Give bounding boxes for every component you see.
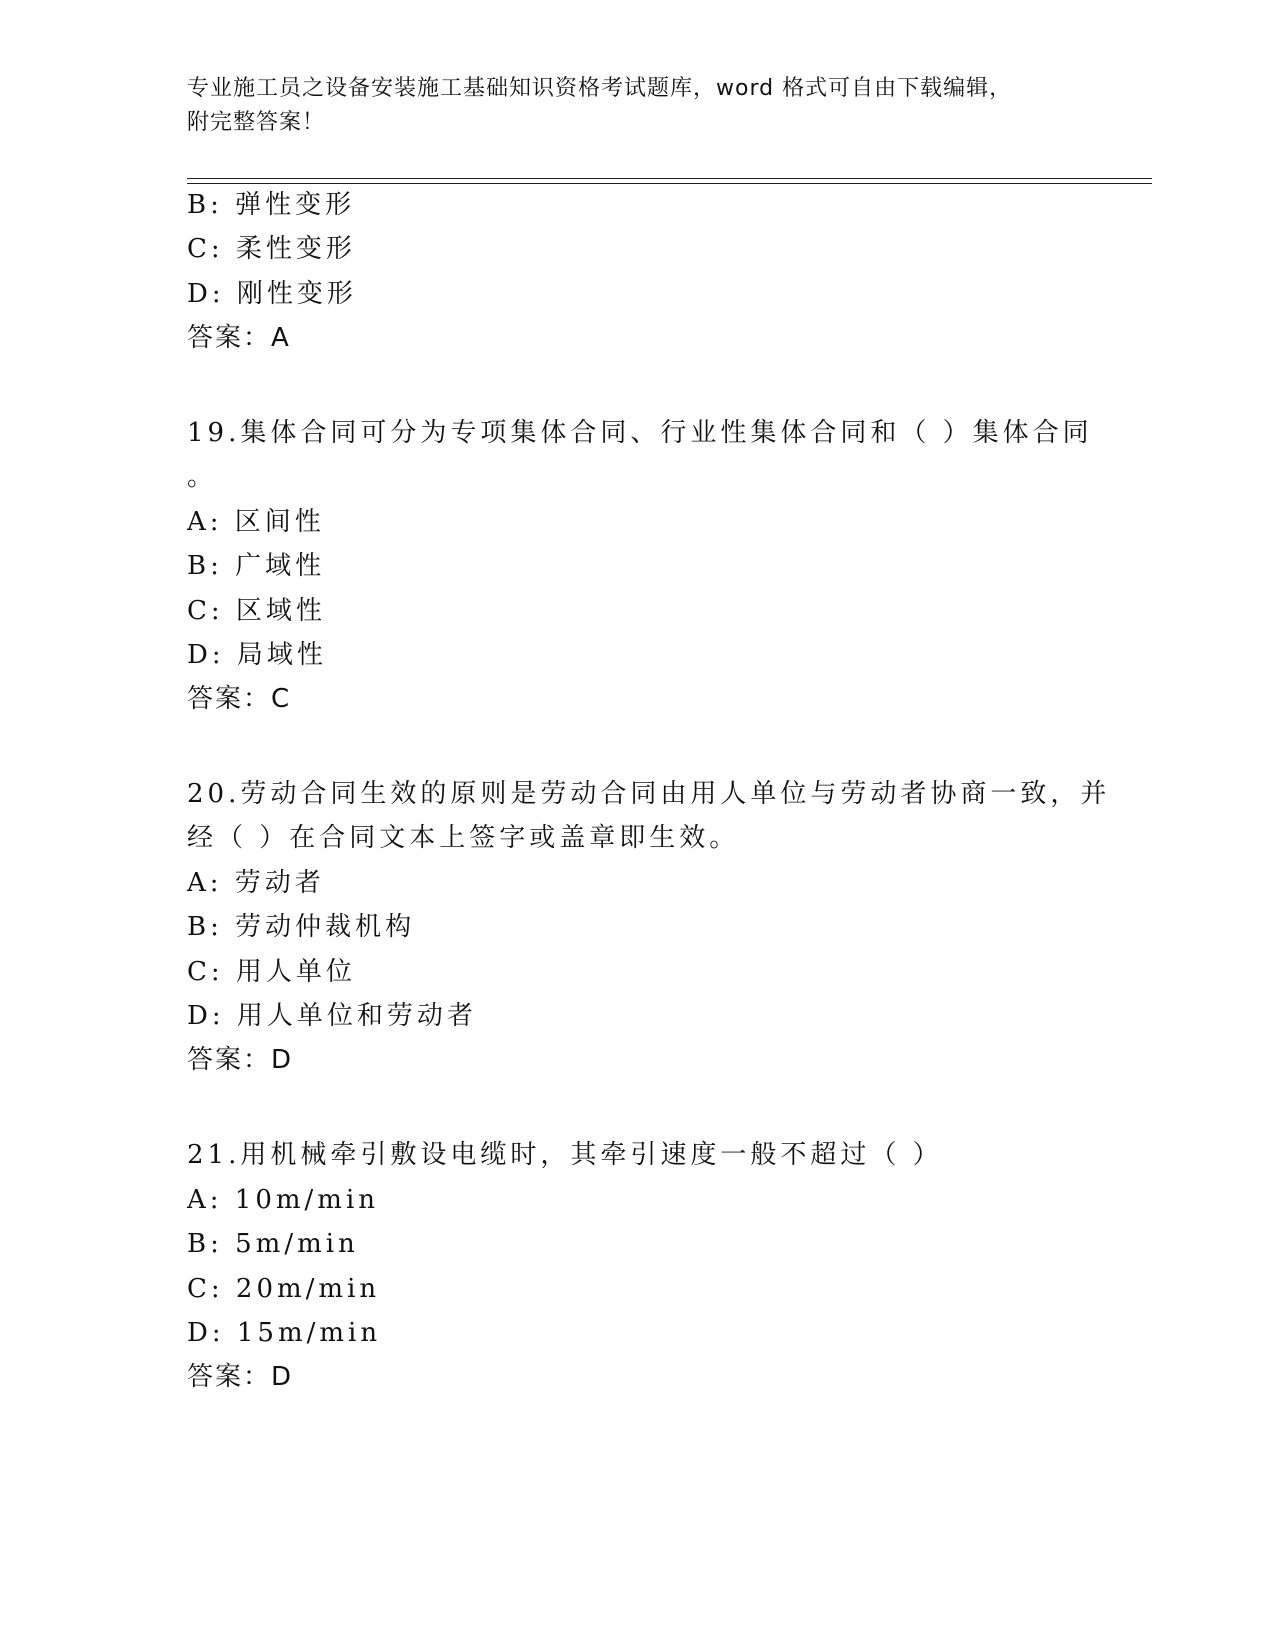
header-title-line-1: 专业施工员之设备安装施工基础知识资格考试题库，word 格式可自由下载编辑， [187, 76, 1013, 101]
header-title-line-2: 附完整答案！ [187, 110, 326, 135]
q19-option-c: C: 区域性 [187, 596, 326, 626]
q19-question-line-1: 19.集体合同可分为专项集体合同、行业性集体合同和（ ）集体合同 [187, 418, 1093, 448]
q20-question-line-1: 20.劳动合同生效的原则是劳动合同由用人单位与劳动者协商一致，并 [187, 779, 1111, 809]
header-divider-bottom [187, 183, 1152, 184]
q19-option-b: B: 广域性 [187, 551, 326, 581]
q18-answer: 答案：A [187, 323, 291, 353]
q20-option-c: C: 用人单位 [187, 957, 356, 987]
q19-option-a: A: 区间性 [187, 507, 325, 537]
header-divider-top [187, 178, 1152, 179]
q18-option-d: D: 刚性变形 [187, 279, 357, 309]
q20-question-line-2: 经（ ）在合同文本上签字或盖章即生效。 [187, 823, 740, 853]
q21-answer: 答案：D [187, 1362, 294, 1392]
q19-answer: 答案：C [187, 684, 292, 714]
q21-option-c: C: 20m/min [187, 1274, 381, 1304]
q19-option-d: D: 局域性 [187, 640, 327, 670]
q21-option-d: D: 15m/min [187, 1318, 382, 1348]
q20-option-d: D: 用人单位和劳动者 [187, 1001, 477, 1031]
q21-question-line-1: 21.用机械牵引敷设电缆时，其牵引速度一般不超过（ ） [187, 1140, 943, 1170]
q18-option-b: B: 弹性变形 [187, 190, 356, 220]
q20-answer: 答案：D [187, 1045, 294, 1075]
q20-option-b: B: 劳动仲裁机构 [187, 912, 416, 942]
q19-question-line-2: 。 [187, 462, 218, 492]
q18-option-c: C: 柔性变形 [187, 234, 356, 264]
q21-option-b: B: 5m/min [187, 1229, 359, 1259]
document-header [187, 72, 1087, 140]
q20-option-a: A: 劳动者 [187, 868, 325, 898]
q21-option-a: A: 10m/min [187, 1185, 380, 1215]
